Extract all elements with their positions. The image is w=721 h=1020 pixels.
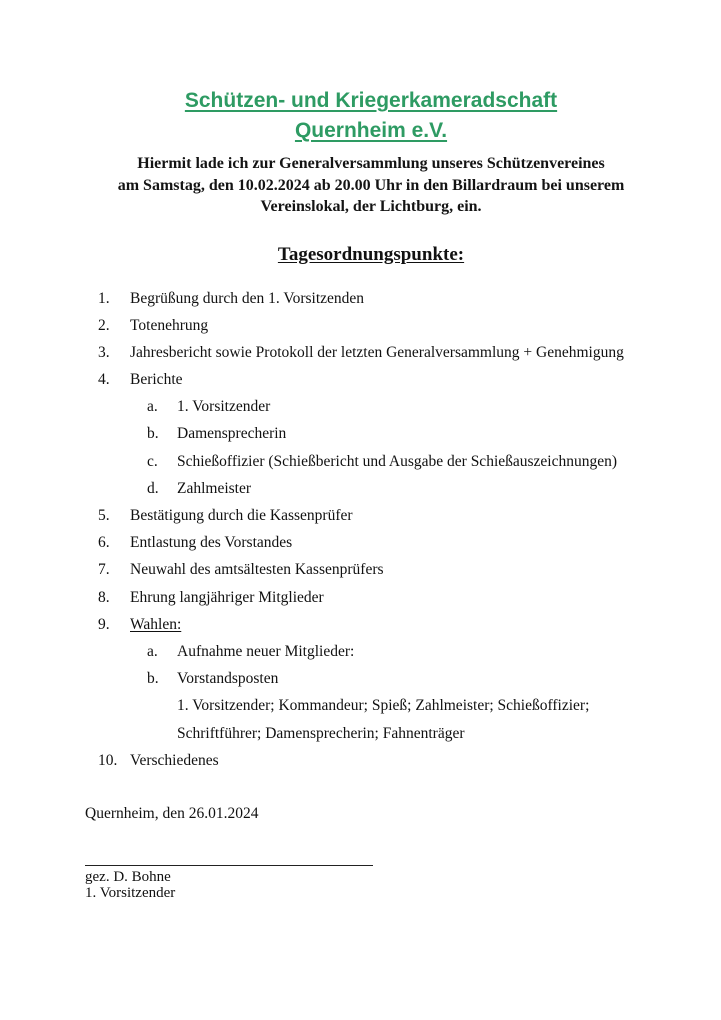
agenda-subitem-letter: b. <box>147 425 159 443</box>
signature-block <box>85 865 657 901</box>
agenda-subitem-text: Aufnahme neuer Mitglieder: <box>177 642 355 660</box>
agenda-subitem <box>85 424 657 444</box>
signature-line <box>85 865 373 866</box>
agenda-item-number: 9. <box>98 615 110 633</box>
agenda-item-number: 3. <box>98 343 110 361</box>
agenda-subitem <box>85 452 657 472</box>
agenda-subitem-text: Vorstandsposten <box>177 670 279 688</box>
agenda-subitem <box>85 669 657 689</box>
agenda-item <box>85 751 657 771</box>
agenda-continuation-text: 1. Vorsitzender; Kommandeur; Spieß; Zahlmeister; Schießoffizier; <box>177 697 590 715</box>
agenda-item-text: Totenehrung <box>130 316 209 334</box>
document-title <box>85 86 657 146</box>
title-line-2: Quernheim e.V. <box>294 119 448 142</box>
agenda-item-text: Jahresbericht sowie Protokoll der letzten Generalversammlung + Genehmigung <box>130 343 624 361</box>
agenda-subitem-text: Zahlmeister <box>177 479 252 497</box>
agenda-item-text: Wahlen: <box>130 615 182 633</box>
agenda-item <box>85 370 657 390</box>
agenda-subitem-letter: a. <box>147 398 158 416</box>
agenda-item-number: 8. <box>98 588 110 606</box>
agenda-subitem-text: Damensprecherin <box>177 425 287 443</box>
agenda-item <box>85 316 657 336</box>
agenda-item <box>85 560 657 580</box>
agenda-continuation-line <box>85 724 657 744</box>
agenda-item-number: 7. <box>98 561 110 579</box>
title-line-1: Schützen- und Kriegerkameradschaft <box>184 89 558 112</box>
agenda-item-number: 1. <box>98 289 110 307</box>
agenda-item-text: Verschiedenes <box>130 751 219 769</box>
agenda-subitem-letter: c. <box>147 452 158 470</box>
document-content <box>85 0 657 901</box>
agenda-item-text: Entlastung des Vorstandes <box>130 534 293 552</box>
agenda-continuation-line <box>85 696 657 716</box>
agenda-item-number: 4. <box>98 371 110 389</box>
agenda-item <box>85 506 657 526</box>
agenda-subitem <box>85 642 657 662</box>
agenda-subitem-text: Schießoffizier (Schießbericht und Ausgabe der Schießauszeichnungen) <box>177 452 618 470</box>
agenda-item-number: 6. <box>98 534 110 552</box>
intro-line: am Samstag, den 10.02.2024 ab 20.00 Uhr in den Billardraum bei unserem <box>117 176 625 194</box>
agenda-item <box>85 289 657 309</box>
agenda-item-number: 10. <box>98 751 118 769</box>
intro-line: Vereinslokal, der Lichtburg, ein. <box>260 198 482 215</box>
agenda-item-text: Ehrung langjähriger Mitglieder <box>130 588 324 606</box>
intro-line: Hiermit lade ich zur Generalversammlung unseres Schützenvereines <box>137 155 605 172</box>
agenda-item-text: Berichte <box>130 371 183 389</box>
agenda-item-number: 5. <box>98 507 110 524</box>
agenda-item-text: Bestätigung durch die Kassenprüfer <box>130 507 353 524</box>
agenda-item-text: Neuwahl des amtsältesten Kassenprüfers <box>130 561 384 579</box>
signature-name: gez. D. Bohne <box>85 868 171 885</box>
agenda-item <box>85 615 657 635</box>
agenda-heading: Tagesordnungspunkte: <box>277 243 465 265</box>
place-date: Quernheim, den 26.01.2024 <box>85 804 259 822</box>
signature-role: 1. Vorsitzender <box>85 884 176 901</box>
agenda-item-text: Begrüßung durch den 1. Vorsitzenden <box>130 289 365 307</box>
agenda-subitem <box>85 397 657 417</box>
agenda-item <box>85 343 657 363</box>
agenda-subitem-letter: d. <box>147 479 159 497</box>
agenda-list <box>85 289 657 771</box>
agenda-subitem-letter: a. <box>147 642 158 660</box>
agenda-item <box>85 533 657 553</box>
agenda-item <box>85 588 657 608</box>
agenda-item-number: 2. <box>98 316 110 334</box>
agenda-continuation-text: Schriftführer; Damensprecherin; Fahnenträger <box>177 724 465 742</box>
agenda-subitem-letter: b. <box>147 670 159 688</box>
agenda-subitem-text: 1. Vorsitzender <box>177 398 271 416</box>
agenda-subitem <box>85 479 657 499</box>
intro-paragraph <box>85 153 657 218</box>
